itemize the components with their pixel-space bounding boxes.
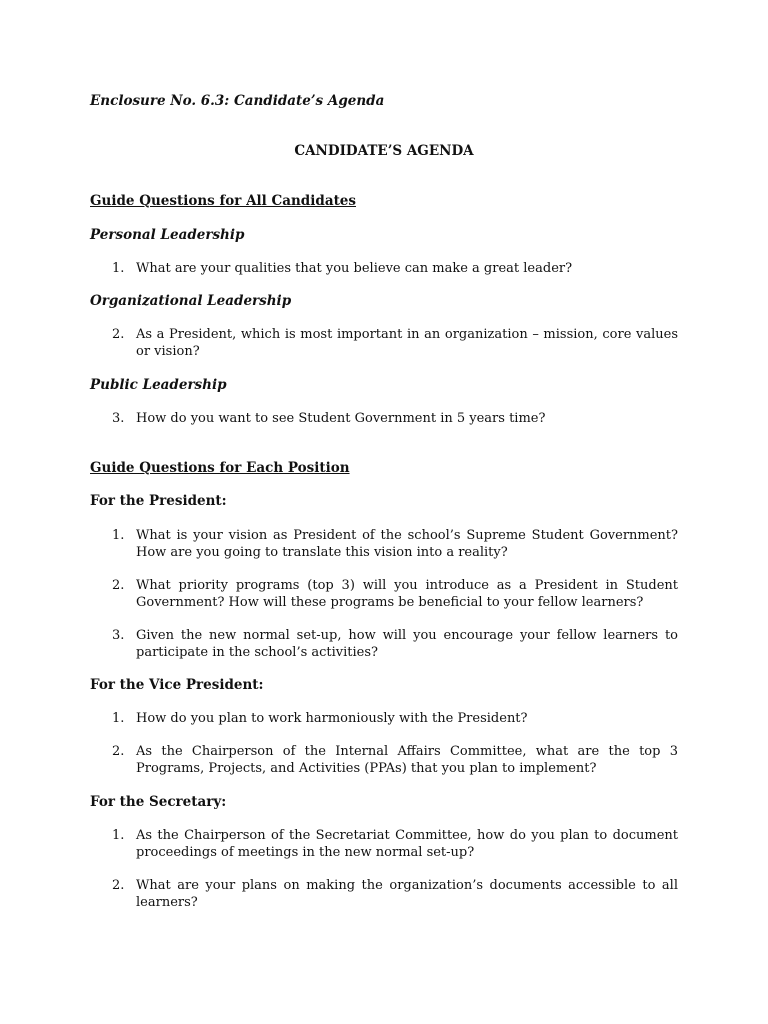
list-item-number: 1. bbox=[112, 711, 125, 726]
list-item-text: As a President, which is most important in an organization – mission, core values or vision? bbox=[136, 327, 678, 359]
section-heading-all-candidates: Guide Questions for All Candidates bbox=[90, 193, 356, 209]
subheading-vice-president: For the Vice President: bbox=[90, 677, 264, 693]
list-item-text: What are your qualities that you believe can make a great leader? bbox=[136, 261, 573, 276]
subheading-president: For the President: bbox=[90, 493, 227, 509]
list-item-text: As the Chairperson of the Internal Affairs Committee, what are the top 3 Programs, Projects, and Activities (PPAs) that you plan to implement? bbox=[136, 744, 678, 776]
list-item-text: What are your plans on making the organization’s documents accessible to all learners? bbox=[136, 878, 678, 910]
page-title: CANDIDATE’S AGENDA bbox=[294, 143, 474, 159]
subheading-organizational-leadership: Organizational Leadership bbox=[90, 293, 292, 309]
list-item-number: 2. bbox=[112, 878, 125, 893]
list-item-text: As the Chairperson of the Secretariat Committee, how do you plan to document proceedings of meetings in the new normal set-up? bbox=[136, 828, 678, 860]
subheading-secretary: For the Secretary: bbox=[90, 794, 227, 810]
subheading-personal-leadership: Personal Leadership bbox=[90, 227, 245, 243]
list-item-text: Given the new normal set-up, how will you encourage your fellow learners to participate in the school’s activities? bbox=[136, 628, 678, 660]
list-item-number: 1. bbox=[112, 828, 125, 843]
list-item-number: 3. bbox=[112, 411, 125, 426]
list-item-number: 1. bbox=[112, 528, 125, 543]
list-item-number: 3. bbox=[112, 628, 125, 643]
list-item-text: How do you plan to work harmoniously with the President? bbox=[136, 711, 528, 726]
list-item-text: What is your vision as President of the school’s Supreme Student Government? How are you going to translate this vision into a reality? bbox=[136, 528, 678, 560]
section-heading-each-position: Guide Questions for Each Position bbox=[90, 460, 350, 476]
list-item-number: 2. bbox=[112, 744, 125, 759]
list-item-text: How do you want to see Student Government in 5 years time? bbox=[136, 411, 546, 426]
document-page bbox=[90, 0, 678, 1024]
list-item-number: 1. bbox=[112, 261, 125, 276]
list-item-text: What priority programs (top 3) will you introduce as a President in Student Government? How will these programs be beneficial to your fellow learners? bbox=[136, 578, 678, 610]
enclosure-label: Enclosure No. 6.3: Candidate’s Agenda bbox=[90, 93, 385, 109]
subheading-public-leadership: Public Leadership bbox=[90, 377, 227, 393]
list-item-number: 2. bbox=[112, 327, 125, 342]
list-item-number: 2. bbox=[112, 578, 125, 593]
